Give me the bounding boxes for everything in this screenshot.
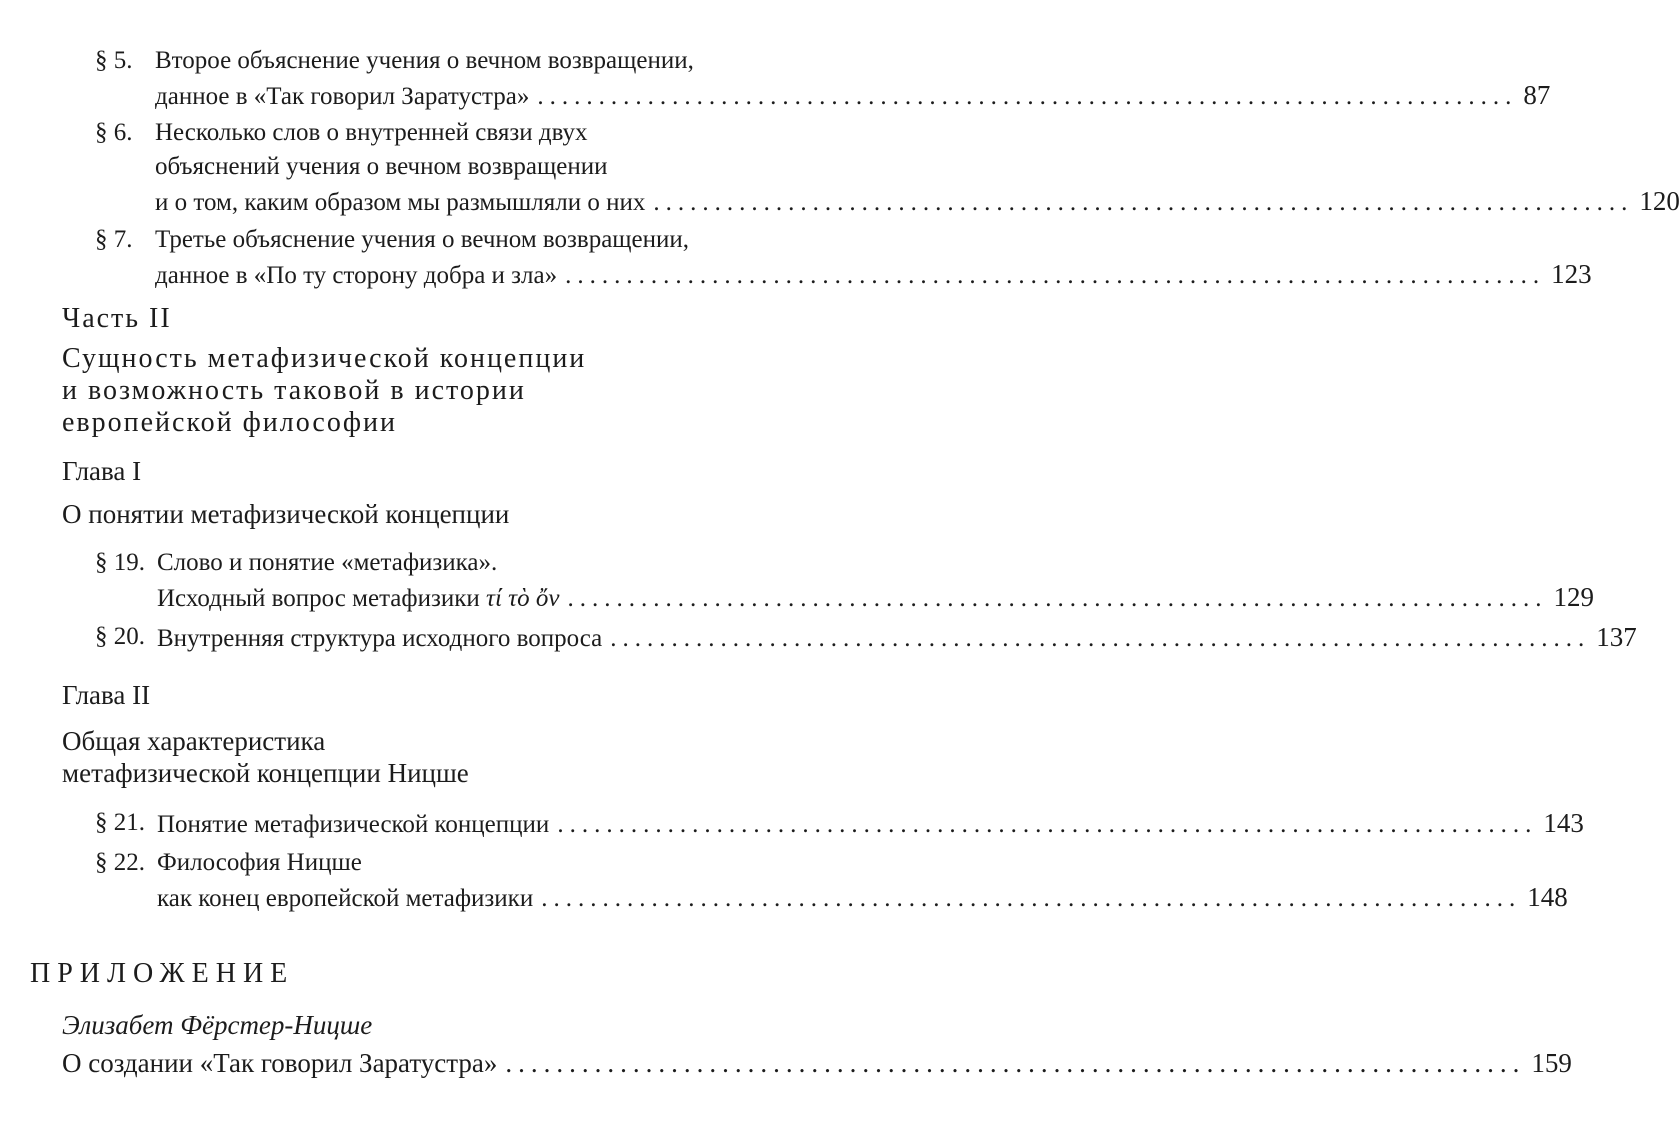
part-title-line: Сущность метафизической концепции	[62, 343, 587, 374]
entry-line: Понятие метафизической концепции	[157, 811, 550, 838]
chapter-label: Глава II	[62, 680, 151, 710]
page-number: 148	[1527, 882, 1568, 912]
chapter-title	[62, 725, 469, 789]
page-number: 120	[1639, 186, 1680, 216]
entry-line: Слово и понятие «метафизика».	[157, 549, 498, 576]
toc-entry-20	[95, 620, 1637, 656]
entry-line: объяснений учения о вечном возвращении	[155, 153, 608, 180]
entry-line: Философия Ницше	[157, 849, 362, 876]
appendix-entry	[62, 1048, 1572, 1079]
toc-entry-19	[95, 546, 1594, 616]
appendix-title: О создании «Так говорил Заратустра»	[62, 1048, 498, 1078]
toc-entry-6	[95, 116, 1680, 220]
toc-entry-5	[95, 44, 1551, 114]
entry-line: и о том, каким образом мы размышляли о них	[155, 189, 646, 216]
chapter-title-line: Общая характеристика	[62, 726, 326, 756]
chapter-label: Глава I	[62, 456, 142, 486]
page-number: 123	[1551, 259, 1592, 289]
appendix-author: Элизабет Фёрстер-Ницше	[62, 1010, 373, 1040]
chapter-title-line: О понятии метафизической концепции	[62, 499, 510, 529]
section-number: § 5.	[95, 47, 133, 74]
dot-leader: ................................................................................	[567, 585, 1548, 612]
dot-leader: ................................................................................	[537, 83, 1518, 110]
dot-leader: ................................................................................	[557, 811, 1538, 838]
entry-line: как конец европейской метафизики	[157, 885, 534, 912]
entry-line: данное в «Так говорил Заратустра»	[155, 83, 530, 110]
dot-leader: ................................................................................	[653, 189, 1634, 216]
section-number: § 22.	[95, 849, 145, 876]
entry-line: данное в «По ту сторону добра и зла»	[155, 262, 558, 289]
page-number: 137	[1596, 622, 1637, 652]
entry-line: Внутренняя структура исходного вопроса	[157, 625, 603, 652]
toc-entry-7	[95, 223, 1592, 293]
section-number: § 21.	[95, 809, 145, 836]
dot-leader: ................................................................................	[610, 625, 1591, 652]
page-number: 143	[1543, 808, 1584, 838]
entry-text: Исходный вопрос метафизики	[157, 585, 480, 612]
part-title-line: европейской философии	[62, 407, 397, 438]
dot-leader: ................................................................................	[565, 262, 1546, 289]
dot-leader: ................................................................................	[541, 885, 1522, 912]
toc-entry-21	[95, 806, 1584, 842]
entry-line	[157, 582, 559, 616]
entry-line: Третье объяснение учения о вечном возвращении,	[155, 226, 690, 253]
page-number: 159	[1531, 1048, 1572, 1078]
entry-line: Второе объяснение учения о вечном возвращении,	[155, 47, 694, 74]
dot-leader: ................................................................................	[505, 1048, 1526, 1078]
section-number: § 7.	[95, 226, 133, 253]
chapter-title	[62, 498, 509, 530]
section-number: § 20.	[95, 623, 145, 650]
section-number: § 6.	[95, 119, 133, 146]
page-number: 129	[1553, 582, 1594, 612]
part-title	[62, 343, 586, 439]
part-label: Часть II	[62, 303, 172, 334]
appendix-heading: ПРИЛОЖЕНИЕ	[30, 958, 295, 989]
chapter-title-line: метафизической концепции Ницше	[62, 758, 469, 788]
greek-phrase: τί τὸ ὄν	[486, 585, 560, 612]
entry-line: Несколько слов о внутренней связи двух	[155, 119, 588, 146]
part-title-line: и возможность таковой в истории	[62, 375, 526, 406]
toc-entry-22	[95, 846, 1568, 916]
page-number: 87	[1523, 80, 1551, 110]
section-number: § 19.	[95, 549, 145, 576]
